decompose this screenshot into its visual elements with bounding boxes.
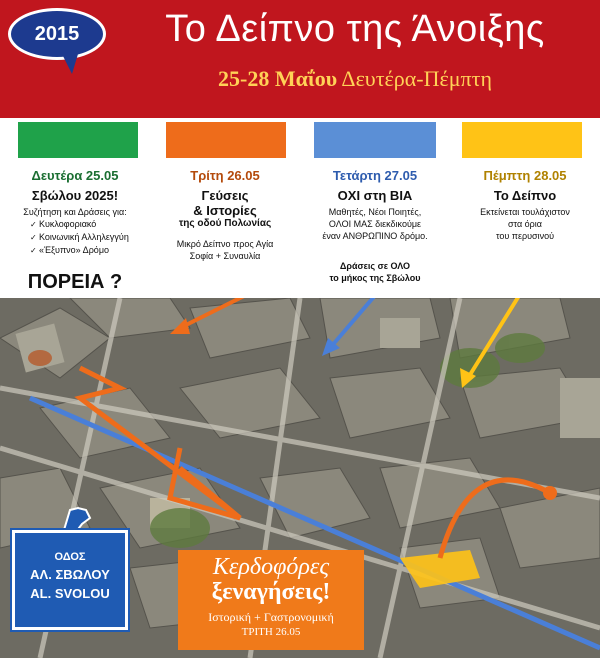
thursday-date: Πέμπτη 28.05 xyxy=(483,168,567,183)
tour-line1: Κερδοφόρες xyxy=(212,554,330,580)
monday-color-bar xyxy=(18,122,138,158)
wednesday-color-bar xyxy=(314,122,436,158)
wednesday-date: Τετάρτη 27.05 xyxy=(332,168,418,183)
tuesday-heading-line1: Γεύσεις xyxy=(201,188,249,203)
tour-line3: Ιστορική + Γαστρονομική xyxy=(208,610,334,624)
monday-topics xyxy=(30,218,150,257)
tour-line2: ξεναγήσεις! xyxy=(211,579,331,605)
year-badge xyxy=(8,8,106,60)
wednesday-heading: ΟΧΙ στη ΒΙΑ xyxy=(337,188,413,203)
tuesday-date: Τρίτη 26.05 xyxy=(190,168,260,183)
monday-column xyxy=(0,168,150,257)
monday-topic: ✓ «Έξυπνο» Δρόμο xyxy=(30,244,150,257)
thursday-heading: Το Δείπνο xyxy=(493,188,557,203)
street-sign-line2: ΑΛ. ΣΒΩΛΟΥ xyxy=(30,567,110,582)
thursday-text-line2: στα όρια xyxy=(507,219,542,229)
thursday-column xyxy=(450,168,600,242)
header-banner xyxy=(0,0,600,118)
wednesday-text-line1: Μαθητές, Νέοι Ποιητές, xyxy=(328,207,422,217)
street-sign-line3: AL. SVOLOU xyxy=(30,586,110,601)
tour-callout xyxy=(178,550,364,650)
wednesday-extra-line2: το μήκος της Σβώλου xyxy=(329,273,421,283)
street-sign xyxy=(12,530,128,630)
wednesday-text-line3: έναν ΑΝΘΡΩΠΙΝΟ δρόμο. xyxy=(322,231,428,241)
event-dates xyxy=(120,66,590,92)
monday-question: ΠΟΡΕΙΑ ? xyxy=(27,271,123,293)
wednesday-column xyxy=(300,168,450,242)
tuesday-subheading: της οδού Πολωνίας xyxy=(178,218,272,229)
monday-topic: ✓ Κυκλοφοριακό xyxy=(30,218,150,231)
thursday-color-bar xyxy=(462,122,582,158)
tuesday-heading-line2: & Ιστορίες xyxy=(193,203,257,218)
tuesday-text-line2: Σοφία + Συναυλία xyxy=(189,251,261,261)
monday-topic: ✓ Κοινωνική Αλληλεγγύη xyxy=(30,231,150,244)
tuesday-color-bar xyxy=(166,122,286,158)
monday-intro: Συζήτηση και Δράσεις για: xyxy=(23,207,127,217)
thursday-text-line1: Εκτείνεται τουλάχιστον xyxy=(480,207,570,217)
wednesday-extra xyxy=(300,260,450,284)
tour-line4: ΤΡΙΤΗ 26.05 xyxy=(241,626,301,638)
event-dates-range: 25-28 Μαΐου xyxy=(218,66,338,91)
year-badge-tail xyxy=(62,54,78,74)
wednesday-extra-line1: Δράσεις σε ΟΛΟ xyxy=(339,261,411,271)
tuesday-column xyxy=(150,168,300,262)
street-sign-line1: ΟΔΟΣ xyxy=(54,551,86,563)
tuesday-text-line1: Μικρό Δείπνο προς Αγία xyxy=(176,239,274,249)
page-title: Το Δείπνο της Άνοιξης xyxy=(165,8,545,50)
thursday-text-line3: του περυσινού xyxy=(495,231,555,241)
year-badge-label: 2015 xyxy=(34,22,80,45)
monday-date: Δευτέρα 25.05 xyxy=(31,168,119,183)
event-dates-days: Δευτέρα-Πέμπτη xyxy=(341,66,492,91)
wednesday-text-line2: ΟΛΟΙ ΜΑΣ διεκδικούμε xyxy=(328,219,422,229)
monday-heading: Σβώλου 2025! xyxy=(31,188,119,203)
